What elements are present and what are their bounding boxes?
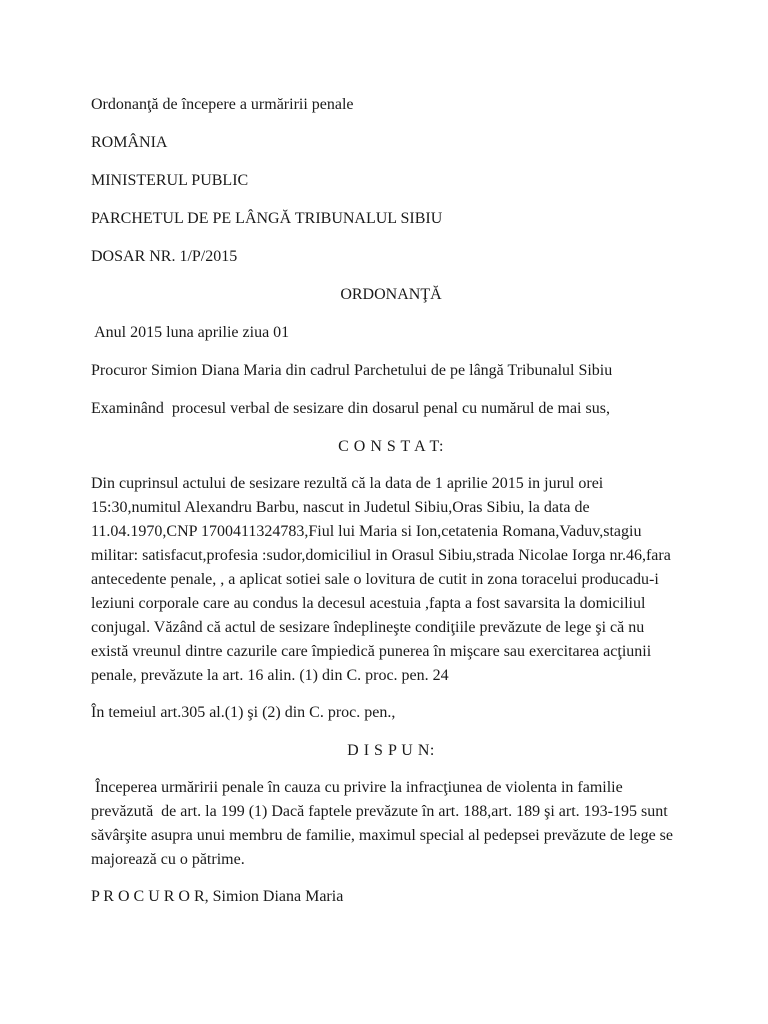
examining-line: Examinând procesul verbal de sesizare din dosarul penal cu numărul de mai sus,	[91, 400, 610, 417]
ministry-line: MINISTERUL PUBLIC	[91, 172, 249, 189]
signature-line: P R O C U R O R, Simion Diana Maria	[91, 888, 344, 905]
document-page	[91, 94, 691, 922]
constat-heading: C O N S T A T:	[338, 438, 444, 455]
legal-basis-line: În temeiul art.305 al.(1) şi (2) din C. proc. pen.,	[91, 704, 396, 721]
country-line: ROMÂNIA	[91, 134, 168, 151]
document-title-line: Ordonanţă de începere a urmăririi penale	[91, 96, 354, 113]
constat-paragraph: Din cuprinsul actului de sesizare rezultă că la data de 1 aprilie 2015 in jurul orei 15:30,numitul Alexandru Barbu, nascut in Judetul Sibiu,Oras Sibiu, la data de 11.04.1970,CNP 1700411324783,Fiul lui Maria si Ion,cetatenia Romana,Vaduv,stagiu militar: satisfacut,profesia :sudor,domiciliul in Orasul Sibiu,strada Nicolae Iorga nr.46,fara antecedente penale, , a aplicat sotiei sale o lovitura de cutit in zona toracelui producadu-i leziuni corporale care au condus la decesul acestuia ,fapta a fost savarsita la domiciliul conjugal. Văzând că actul de sesizare îndeplineşte condiţiile prevăzute de lege şi că nu există vreunul dintre cazurile care împiedică punerea în mişcare sau exercitarea acţiunii penale, prevăzute la art. 16 alin. (1) din C. proc. pen. 24	[91, 475, 671, 684]
dispun-heading: D I S P U N:	[347, 742, 435, 759]
file-number-line: DOSAR NR. 1/P/2015	[91, 248, 238, 265]
date-line: Anul 2015 luna aprilie ziua 01	[91, 324, 290, 341]
ordonanta-heading: ORDONANŢĂ	[340, 286, 442, 303]
prosecutor-office-line: PARCHETUL DE PE LÂNGĂ TRIBUNALUL SIBIU	[91, 210, 443, 227]
prosecutor-line: Procuror Simion Diana Maria din cadrul Parchetului de pe lângă Tribunalul Sibiu	[91, 362, 613, 379]
dispun-paragraph: Începerea urmăririi penale în cauza cu privire la infracţiunea de violenta in familie prevăzută de art. la 199 (1) Dacă faptele prevăzute în art. 188,art. 189 şi art. 193-195 sunt săvârşite asupra unui membru de familie, maximul special al pedepsei prevăzute de lege se majorează cu o pătrime.	[91, 779, 677, 868]
